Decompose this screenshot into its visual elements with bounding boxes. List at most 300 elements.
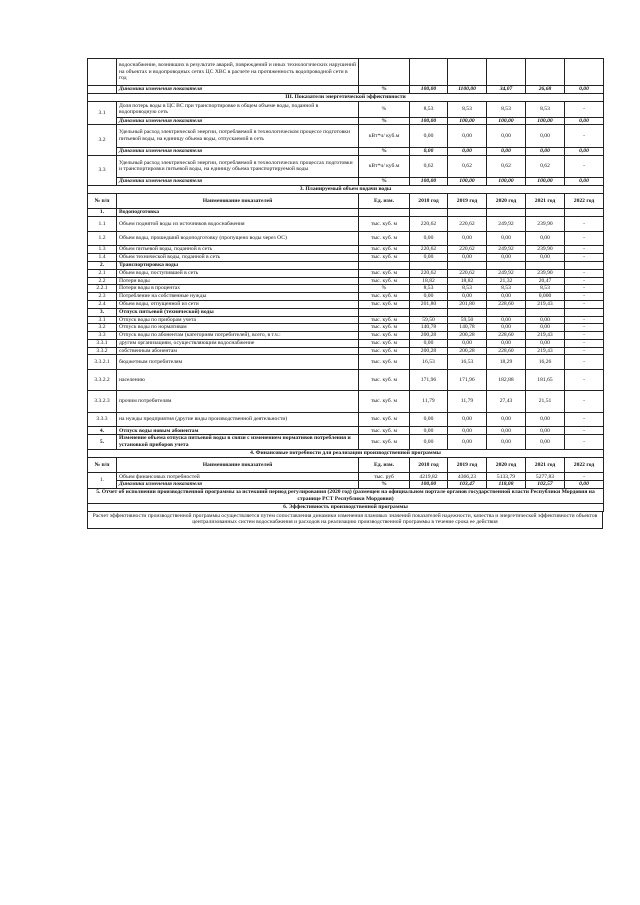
efficiency-text-block [87, 512, 603, 530]
value-cell: 0,00 [565, 177, 604, 185]
value-cell: 59,50 [448, 316, 487, 324]
unit-cell: тыс. куб. м [359, 231, 410, 246]
unit-cell: тыс. куб. м [359, 316, 410, 324]
value-cell: 0,00 [410, 435, 448, 450]
table-row [88, 269, 604, 277]
value-cell: - [565, 347, 604, 355]
value-cell: 220,62 [448, 246, 487, 254]
name-cell: Удельный расход электрической энергии, потребляемой в технологическом процессе подготовки питьевой воды, на единицу объема воды, отпускаемой в сеть [117, 125, 359, 147]
value-cell: 100,00 [526, 177, 565, 185]
value-cell: 103,47 [448, 481, 487, 489]
table-row [88, 125, 604, 147]
value-cell: 100,00 [526, 117, 565, 125]
value-cell: 0,00 [487, 254, 526, 262]
value-cell: 171,96 [448, 370, 487, 391]
document-sheet [87, 58, 603, 529]
value-cell: 0,00 [526, 324, 565, 332]
value-cell: 0,00 [526, 231, 565, 246]
indicators-table [87, 58, 604, 512]
value-cell: 0,00 [487, 435, 526, 450]
num-cell: 3.3.2.2 [88, 370, 117, 391]
value-cell [487, 261, 526, 269]
value-cell: 181,65 [526, 370, 565, 391]
name-cell: Потери воды в процентах [117, 285, 359, 293]
name-cell: Отпуск воды по приборам учета [117, 316, 359, 324]
value-cell: - [565, 391, 604, 412]
table-row [88, 300, 604, 308]
value-cell: - [565, 285, 604, 293]
value-cell: - [565, 101, 604, 117]
name-cell: Транспортировка воды [117, 261, 359, 269]
unit-cell: кВт*ч/ куб.м [359, 155, 410, 177]
value-cell: 0,00 [526, 435, 565, 450]
value-cell [487, 59, 526, 86]
value-cell: - [565, 412, 604, 427]
unit-cell [359, 59, 410, 86]
value-cell: 0,00 [526, 339, 565, 347]
dynamics-row [88, 481, 604, 489]
value-cell: 171,96 [410, 370, 448, 391]
value-cell: 21,51 [526, 391, 565, 412]
dynamics-label: Динамика изменения показателя [117, 481, 359, 489]
table-row [88, 308, 604, 316]
value-cell: 200,28 [410, 347, 448, 355]
unit-cell: тыс. куб. м [359, 370, 410, 391]
unit-cell: тыс. куб. м [359, 355, 410, 370]
num-cell: 2. [88, 261, 117, 269]
name-cell: Водоподготовка [117, 209, 359, 217]
section-row [88, 449, 604, 457]
value-cell: 4219,82 [410, 473, 448, 481]
value-cell [410, 59, 448, 86]
value-cell: 228,60 [487, 332, 526, 340]
table-row [88, 332, 604, 340]
value-cell: 16,53 [448, 355, 487, 370]
value-cell: 100,00 [410, 481, 448, 489]
value-cell: 219,43 [526, 332, 565, 340]
value-cell: 0,000 [526, 293, 565, 301]
value-cell: 239,90 [526, 246, 565, 254]
value-cell: 26,68 [526, 86, 565, 94]
table-row [88, 261, 604, 269]
name-cell: прочим потребителям [117, 391, 359, 412]
section-row [88, 489, 604, 504]
value-cell: 219,43 [526, 300, 565, 308]
table-row [88, 293, 604, 301]
value-cell [565, 261, 604, 269]
unit-cell: тыс. руб [359, 473, 410, 481]
dynamics-label: Динамика изменения показателя [117, 86, 359, 94]
dynamics-row [88, 117, 604, 125]
value-cell: 4366,23 [448, 473, 487, 481]
value-cell: 200,28 [448, 332, 487, 340]
table-row [88, 391, 604, 412]
value-cell: - [565, 370, 604, 391]
table-row [88, 231, 604, 246]
header-row [88, 457, 604, 473]
value-cell: 8,53 [526, 101, 565, 117]
value-cell: 0,00 [487, 324, 526, 332]
value-cell [410, 261, 448, 269]
value-cell: 201,80 [448, 300, 487, 308]
value-cell: - [565, 339, 604, 347]
unit-cell: тыс. куб. м [359, 332, 410, 340]
value-cell: 0,00 [448, 339, 487, 347]
value-cell: 200,28 [448, 347, 487, 355]
value-cell: 0,00 [410, 147, 448, 155]
value-cell [487, 209, 526, 217]
table-row [88, 59, 604, 86]
value-cell: 220,62 [448, 217, 487, 232]
value-cell: 1100,00 [448, 86, 487, 94]
unit-cell: % [359, 101, 410, 117]
header-year: 2022 год [565, 457, 604, 473]
value-cell: 0,00 [448, 231, 487, 246]
header-unit: Ед. изм. [359, 193, 410, 209]
value-cell: 100,00 [410, 86, 448, 94]
table-row [88, 209, 604, 217]
header-row [88, 193, 604, 209]
section-title: 5. Отчет об исполнении производственной программы за истекший период регулирования (2020 год) (размещен на официальном портале органов государственной власти Республики Мордовия на странице РСТ Республики Мордовия) [88, 489, 604, 504]
value-cell: 0,00 [526, 254, 565, 262]
value-cell [410, 308, 448, 316]
name-cell: населению [117, 370, 359, 391]
value-cell: 0,00 [410, 412, 448, 427]
num-cell: 1. [88, 473, 117, 489]
value-cell: 0,00 [448, 435, 487, 450]
unit-cell: % [359, 117, 410, 125]
value-cell: 220,62 [410, 269, 448, 277]
unit-cell: тыс. куб. м [359, 293, 410, 301]
value-cell: - [565, 155, 604, 177]
value-cell: 18,82 [448, 277, 487, 285]
header-unit: Ед. изм. [359, 457, 410, 473]
unit-cell: кВт*ч/ куб.м [359, 125, 410, 147]
unit-cell: % [359, 147, 410, 155]
value-cell: 0,00 [448, 412, 487, 427]
num-cell: 1.3 [88, 246, 117, 254]
unit-cell: % [359, 86, 410, 94]
unit-cell: тыс. куб. м [359, 339, 410, 347]
value-cell: 100,00 [410, 177, 448, 185]
unit-cell: тыс. куб. м [359, 246, 410, 254]
value-cell: 18,29 [487, 355, 526, 370]
value-cell [448, 308, 487, 316]
value-cell [448, 59, 487, 86]
name-cell: Объем воды, прошедший водоподготовку (пропущено воды через ОС) [117, 231, 359, 246]
value-cell: 140,78 [410, 324, 448, 332]
name-cell: Удельный расход электрической энергии, потребляемой в технологических процессах подготовки и транспортировки питьевой воды, на единицу объема транспортируемой воды [117, 155, 359, 177]
value-cell: - [565, 231, 604, 246]
value-cell: 0,00 [487, 339, 526, 347]
value-cell: 0,00 [410, 427, 448, 435]
section-row [88, 185, 604, 193]
value-cell: 0,00 [487, 125, 526, 147]
value-cell: 0,00 [526, 125, 565, 147]
name-cell: на нужды предприятия (другие виды производственной деятельности) [117, 412, 359, 427]
value-cell: 8,53 [448, 101, 487, 117]
header-name: Наименование показателей [117, 193, 359, 209]
value-cell: 239,90 [526, 217, 565, 232]
num-cell: 3.1 [88, 101, 117, 124]
unit-cell [359, 209, 410, 217]
value-cell: - [565, 316, 604, 324]
name-cell: Отпуск воды по нормативам [117, 324, 359, 332]
value-cell: 21,32 [487, 277, 526, 285]
value-cell: 8,53 [487, 285, 526, 293]
value-cell [526, 261, 565, 269]
value-cell: 0,00 [526, 147, 565, 155]
table-row [88, 254, 604, 262]
num-cell: 2.3 [88, 293, 117, 301]
value-cell: 0,62 [410, 155, 448, 177]
value-cell: 0,00 [487, 231, 526, 246]
value-cell [565, 308, 604, 316]
value-cell: 220,62 [448, 269, 487, 277]
name-cell: Объем воды, поступившей в сеть [117, 269, 359, 277]
section-title: 4. Финансовые потребности для реализации производственной программы [88, 449, 604, 457]
header-year: 2022 год [565, 193, 604, 209]
unit-cell: тыс. куб. м [359, 435, 410, 450]
header-year: 2021 год [526, 457, 565, 473]
value-cell: 0,00 [487, 412, 526, 427]
header-year: 2020 год [487, 193, 526, 209]
value-cell: 8,53 [487, 101, 526, 117]
value-cell: 100,00 [448, 117, 487, 125]
name-cell: Доля потерь воды в ЦС ВС при транспортировке в общем объеме воды, поданной в водопроводную сеть [117, 101, 359, 117]
value-cell: 140,78 [448, 324, 487, 332]
num-cell: 3.3.2.1 [88, 355, 117, 370]
value-cell [565, 59, 604, 86]
header-year: 2021 год [526, 193, 565, 209]
value-cell: 16,26 [526, 355, 565, 370]
value-cell: 100,00 [487, 117, 526, 125]
value-cell: - [565, 254, 604, 262]
value-cell: 8,53 [410, 101, 448, 117]
value-cell: - [565, 427, 604, 435]
value-cell: 0,00 [526, 412, 565, 427]
unit-cell: тыс. куб. м [359, 427, 410, 435]
name-cell: другим организациям, осуществляющим водоснабжение [117, 339, 359, 347]
dynamics-label: Динамика изменения показателя [117, 177, 359, 185]
value-cell: 219,43 [526, 347, 565, 355]
header-num: № п/п [88, 193, 117, 209]
value-cell: 0,00 [410, 125, 448, 147]
unit-cell [359, 308, 410, 316]
num-cell: 3.3.2.3 [88, 391, 117, 412]
name-cell: водоснабжение, возникших в результате аварий, повреждений и иных технологических нарушений на объектах и водопроводных сетях ЦС ХВС в расчете на протяженность водопроводной сети в год [117, 59, 359, 86]
num-cell: 1. [88, 209, 117, 217]
value-cell: 0,00 [448, 125, 487, 147]
value-cell: - [565, 246, 604, 254]
value-cell: 0,00 [565, 147, 604, 155]
value-cell: 11,79 [410, 391, 448, 412]
value-cell [448, 209, 487, 217]
value-cell: 100,00 [410, 117, 448, 125]
value-cell [526, 308, 565, 316]
num-cell: 5. [88, 435, 117, 450]
num-cell: 2.2.1 [88, 285, 117, 293]
value-cell: 102,57 [526, 481, 565, 489]
table-row [88, 339, 604, 347]
table-row [88, 427, 604, 435]
value-cell: 0,00 [487, 293, 526, 301]
unit-cell: % [359, 285, 410, 293]
dynamics-label: Динамика изменения показателя [117, 117, 359, 125]
value-cell: 182,88 [487, 370, 526, 391]
value-cell: 16,53 [410, 355, 448, 370]
value-cell [487, 308, 526, 316]
unit-cell: тыс. куб. м [359, 217, 410, 232]
value-cell: 18,82 [410, 277, 448, 285]
value-cell: - [565, 269, 604, 277]
table-row [88, 217, 604, 232]
header-year: 2019 год [448, 457, 487, 473]
value-cell: - [565, 293, 604, 301]
efficiency-text: Расчет эффективности производственной программы осуществляется путем сопоставления динамики изменения плановых значений показателей надежности, качества и энергетической эффективности объектов централизованных систем водоснабжения и расходов на реализацию производственной программы в течение срока ее действия [92, 512, 598, 526]
unit-cell: тыс. куб. м [359, 254, 410, 262]
value-cell: 239,90 [526, 269, 565, 277]
num-cell: 3.3 [88, 332, 117, 340]
value-cell: 0,00 [487, 427, 526, 435]
name-cell: Объем поднятой воды из источников водоснабжения [117, 217, 359, 232]
num-cell [88, 59, 117, 86]
value-cell: 228,60 [487, 347, 526, 355]
dynamics-row [88, 147, 604, 155]
name-cell: Отпуск воды по абонентам (категориям потребителей), всего, в т.ч.: [117, 332, 359, 340]
name-cell: Потребление на собственные нужды [117, 293, 359, 301]
name-cell: собственным абонентам [117, 347, 359, 355]
header-year: 2018 год [410, 193, 448, 209]
value-cell: - [565, 332, 604, 340]
header-num: № п/п [88, 457, 117, 473]
value-cell: 8,53 [410, 285, 448, 293]
value-cell: 0,00 [448, 427, 487, 435]
table-row [88, 285, 604, 293]
unit-cell: тыс. куб. м [359, 412, 410, 427]
value-cell: 59,50 [410, 316, 448, 324]
name-cell: Изменение объема отпуска питьевой воды в связи с изменением нормативов потребления и установкой приборов учета [117, 435, 359, 450]
value-cell: 200,28 [410, 332, 448, 340]
name-cell: бюджетным потребителям [117, 355, 359, 370]
value-cell [526, 59, 565, 86]
header-name: Наименование показателей [117, 457, 359, 473]
name-cell: Объем воды, отпущенной из сети [117, 300, 359, 308]
value-cell: 0,00 [565, 86, 604, 94]
value-cell: 249,92 [487, 246, 526, 254]
value-cell: 0,00 [410, 339, 448, 347]
num-cell: 3.2 [88, 324, 117, 332]
dynamics-row [88, 177, 604, 185]
unit-cell: тыс. куб. м [359, 300, 410, 308]
num-cell: 1.4 [88, 254, 117, 262]
dynamics-row [88, 86, 604, 94]
num-cell [88, 86, 117, 94]
name-cell: Отпуск питьевой (технической) воды [117, 308, 359, 316]
value-cell: 0,00 [526, 316, 565, 324]
table-row [88, 324, 604, 332]
table-row [88, 101, 604, 117]
table-row [88, 435, 604, 450]
value-cell: - [565, 217, 604, 232]
value-cell: 0,62 [448, 155, 487, 177]
value-cell: 0,62 [487, 155, 526, 177]
value-cell [526, 209, 565, 217]
value-cell: 249,92 [487, 269, 526, 277]
value-cell: - [565, 435, 604, 450]
value-cell: 100,00 [487, 177, 526, 185]
value-cell: - [565, 324, 604, 332]
name-cell: Объем технической воды, поданной в сеть [117, 254, 359, 262]
value-cell: - [565, 125, 604, 147]
num-cell: 3.1 [88, 316, 117, 324]
header-year: 2020 год [487, 457, 526, 473]
value-cell: 34,07 [487, 86, 526, 94]
unit-cell: % [359, 177, 410, 185]
section-title: 3. Планируемый объем подачи воды [88, 185, 604, 193]
value-cell: 11,79 [448, 391, 487, 412]
unit-cell [359, 261, 410, 269]
table-row [88, 246, 604, 254]
section-row [88, 503, 604, 511]
value-cell: 0,00 [410, 254, 448, 262]
value-cell: 100,00 [448, 177, 487, 185]
name-cell: Объем питьевой воды, поданной в сеть [117, 246, 359, 254]
table-row [88, 277, 604, 285]
value-cell: 0,00 [448, 254, 487, 262]
value-cell [448, 261, 487, 269]
unit-cell: тыс. куб. м [359, 324, 410, 332]
value-cell: 8,53 [526, 285, 565, 293]
section-row [88, 93, 604, 101]
header-year: 2018 год [410, 457, 448, 473]
name-cell: Отпуск воды новым абонентам [117, 427, 359, 435]
unit-cell: тыс. куб. м [359, 391, 410, 412]
num-cell: 3.3 [88, 155, 117, 185]
num-cell: 3.3.3 [88, 412, 117, 427]
value-cell: 8,53 [448, 285, 487, 293]
num-cell: 1.2 [88, 231, 117, 246]
table-row [88, 370, 604, 391]
value-cell: 220,62 [410, 246, 448, 254]
table-row [88, 473, 604, 481]
value-cell: 0,00 [565, 481, 604, 489]
value-cell: 5277,83 [526, 473, 565, 481]
value-cell: 0,00 [487, 316, 526, 324]
unit-cell: % [359, 481, 410, 489]
value-cell: 27,43 [487, 391, 526, 412]
num-cell: 2.4 [88, 300, 117, 308]
num-cell: 3.3.2 [88, 347, 117, 355]
table-row [88, 355, 604, 370]
num-cell: 4. [88, 427, 117, 435]
value-cell: 228,60 [487, 300, 526, 308]
section-title: III. Показатели энергетической эффективности [88, 93, 604, 101]
table-row [88, 412, 604, 427]
value-cell: 5133,79 [487, 473, 526, 481]
num-cell: 1.1 [88, 217, 117, 232]
unit-cell: тыс. куб. м [359, 269, 410, 277]
num-cell: 3.2 [88, 125, 117, 155]
value-cell: 220,62 [410, 217, 448, 232]
value-cell: - [565, 300, 604, 308]
table-row [88, 347, 604, 355]
value-cell: 249,92 [487, 217, 526, 232]
value-cell: 0,62 [526, 155, 565, 177]
value-cell: 0,00 [448, 293, 487, 301]
value-cell: - [565, 473, 604, 481]
table-row [88, 316, 604, 324]
